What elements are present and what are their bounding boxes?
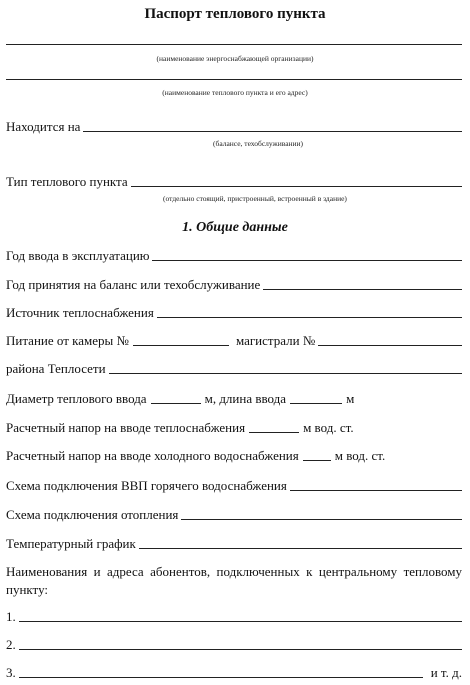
diameter-row bbox=[6, 389, 462, 407]
heat-source-field[interactable] bbox=[157, 317, 462, 318]
dhw-scheme-field[interactable] bbox=[290, 490, 462, 491]
chamber-number-field[interactable] bbox=[133, 345, 229, 346]
commissioning-year-field[interactable] bbox=[152, 260, 462, 261]
dhw-scheme-label: Схема подключения ВВП горячего водоснабжения bbox=[6, 478, 287, 493]
length-field[interactable] bbox=[290, 403, 342, 404]
diameter-unit-label: м, длина ввода bbox=[204, 391, 287, 406]
pressure-heat-row bbox=[6, 418, 462, 436]
district-field[interactable] bbox=[109, 373, 462, 374]
point-type-field[interactable] bbox=[131, 186, 462, 187]
heating-scheme-field[interactable] bbox=[181, 519, 462, 520]
commissioning-year-label: Год ввода в эксплуатацию bbox=[6, 248, 150, 263]
main-number-label: магистрали № bbox=[235, 333, 316, 348]
pressure-cold-unit: м вод. ст. bbox=[334, 448, 386, 463]
section-title: 1. Общие данные bbox=[182, 220, 288, 235]
dhw-scheme-row bbox=[6, 476, 462, 494]
pressure-heat-field[interactable] bbox=[249, 432, 299, 433]
balance-caption: (балансе, техобслуживании) bbox=[213, 139, 304, 148]
located-on-field[interactable] bbox=[83, 131, 462, 132]
pressure-heat-label: Расчетный напор на вводе теплоснабжения bbox=[6, 420, 246, 435]
located-on-row bbox=[6, 117, 462, 135]
district-label: района Теплосети bbox=[6, 361, 106, 376]
diameter-field[interactable] bbox=[151, 403, 201, 404]
etc-label: и т. д. bbox=[430, 665, 462, 680]
subscriber-item-1-field[interactable] bbox=[19, 621, 462, 622]
diameter-label: Диаметр теплового ввода bbox=[6, 391, 147, 406]
point-name-caption: (наименование теплового пункта и его адрес) bbox=[162, 88, 308, 97]
point-type-row bbox=[6, 172, 462, 190]
balance-year-label: Год принятия на баланс или техобслуживание bbox=[6, 277, 261, 292]
district-row bbox=[6, 359, 462, 377]
heat-source-row bbox=[6, 303, 462, 321]
point-name-line[interactable] bbox=[6, 79, 462, 80]
heating-scheme-label: Схема подключения отопления bbox=[6, 507, 179, 522]
pressure-cold-field[interactable] bbox=[303, 460, 331, 461]
balance-year-row bbox=[6, 275, 462, 293]
document-title: Паспорт теплового пункта bbox=[144, 6, 326, 22]
main-number-field[interactable] bbox=[318, 345, 462, 346]
heating-scheme-row bbox=[6, 505, 462, 523]
temp-schedule-label: Температурный график bbox=[6, 536, 136, 551]
subscriber-item-2-number: 2. bbox=[6, 637, 16, 652]
pressure-heat-unit: м вод. ст. bbox=[303, 420, 354, 435]
commissioning-year-row bbox=[6, 246, 462, 264]
pressure-cold-label: Расчетный напор на вводе холодного водоснабжения bbox=[6, 448, 299, 463]
point-type-label: Тип теплового пункта bbox=[6, 174, 128, 189]
subscriber-item-3-number: 3. bbox=[6, 665, 16, 680]
subscriber-item-1 bbox=[6, 607, 462, 625]
subscriber-item-3-field[interactable] bbox=[19, 677, 423, 678]
pressure-cold-row bbox=[6, 446, 462, 464]
heat-source-label: Источник теплоснабжения bbox=[6, 305, 154, 320]
feed-chamber-label: Питание от камеры № bbox=[6, 333, 129, 348]
subscribers-paragraph: Наименования и адреса абонентов, подключенных к центральному тепловому пункту: bbox=[6, 564, 462, 597]
org-name-line[interactable] bbox=[6, 44, 462, 45]
temp-schedule-field[interactable] bbox=[139, 548, 462, 549]
temp-schedule-row bbox=[6, 534, 462, 552]
org-name-caption: (наименование энергоснабжающей организации) bbox=[156, 54, 314, 63]
balance-year-field[interactable] bbox=[263, 289, 462, 290]
feed-chamber-row bbox=[6, 331, 462, 349]
length-unit-label: м bbox=[346, 391, 355, 406]
subscriber-item-2 bbox=[6, 635, 462, 653]
located-on-label: Находится на bbox=[6, 119, 81, 134]
subscriber-item-2-field[interactable] bbox=[19, 649, 462, 650]
subscriber-item-1-number: 1. bbox=[6, 609, 16, 624]
subscriber-item-3 bbox=[6, 663, 462, 681]
point-type-caption: (отдельно стоящий, пристроенный, встроенный в здание) bbox=[163, 194, 347, 203]
